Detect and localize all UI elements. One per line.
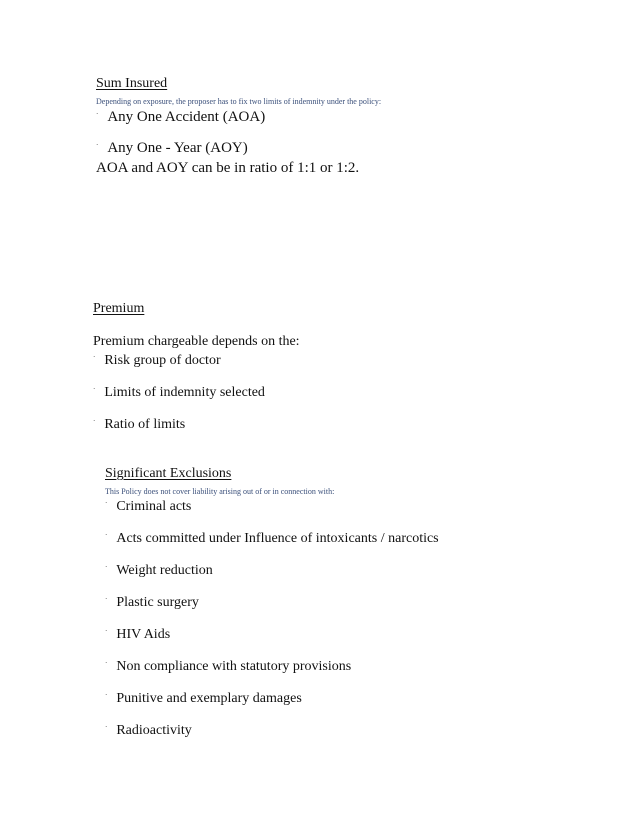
bullet-icon: · xyxy=(93,353,96,361)
list-item-label: Acts committed under Influence of intoxicants / narcotics xyxy=(116,531,439,546)
bullet-icon: · xyxy=(105,627,108,635)
list-item-label: Any One Accident (AOA) xyxy=(107,109,266,125)
premium-heading: Premium xyxy=(93,301,145,316)
list-item-label: Ratio of limits xyxy=(104,417,186,432)
list-item-label: Punitive and exemplary damages xyxy=(116,691,302,706)
exclusions-intro: This Policy does not cover liability arising out of or in connection with: xyxy=(105,487,335,496)
list-item xyxy=(105,531,439,547)
bullet-icon: · xyxy=(105,531,108,539)
list-item-label: Weight reduction xyxy=(116,563,213,578)
bullet-icon: · xyxy=(96,141,99,149)
list-item-label: Criminal acts xyxy=(116,499,192,514)
bullet-icon: · xyxy=(105,499,108,507)
list-item xyxy=(96,140,248,157)
bullet-icon: · xyxy=(105,595,108,603)
list-item-label: Limits of indemnity selected xyxy=(104,385,265,400)
list-item xyxy=(96,109,265,126)
premium-intro: Premium chargeable depends on the: xyxy=(93,334,300,349)
list-item xyxy=(105,723,192,739)
list-item xyxy=(105,659,351,675)
ratio-text: AOA and AOY can be in ratio of 1:1 or 1:2. xyxy=(96,160,360,176)
list-item-label: Non compliance with statutory provisions xyxy=(116,659,352,674)
sum-insured-heading: Sum Insured xyxy=(96,76,168,91)
list-item xyxy=(93,417,185,433)
list-item-label: Radioactivity xyxy=(116,723,192,738)
bullet-icon: · xyxy=(93,385,96,393)
bullet-icon: · xyxy=(105,563,108,571)
list-item xyxy=(93,385,265,401)
list-item xyxy=(105,595,199,611)
list-item-label: HIV Aids xyxy=(116,627,171,642)
list-item-label: Risk group of doctor xyxy=(104,353,221,368)
list-item xyxy=(105,627,170,643)
list-item-label: Plastic surgery xyxy=(116,595,199,610)
list-item xyxy=(105,691,302,707)
list-item xyxy=(105,499,191,515)
bullet-icon: · xyxy=(105,659,108,667)
list-item xyxy=(93,353,221,369)
bullet-icon: · xyxy=(96,110,99,118)
bullet-icon: · xyxy=(105,723,108,731)
bullet-icon: · xyxy=(93,417,96,425)
list-item xyxy=(105,563,213,579)
bullet-icon: · xyxy=(105,691,108,699)
sum-insured-intro: Depending on exposure, the proposer has to fix two limits of indemnity under the policy: xyxy=(96,97,382,106)
list-item-label: Any One - Year (AOY) xyxy=(107,140,248,156)
exclusions-heading: Significant Exclusions xyxy=(105,466,232,481)
